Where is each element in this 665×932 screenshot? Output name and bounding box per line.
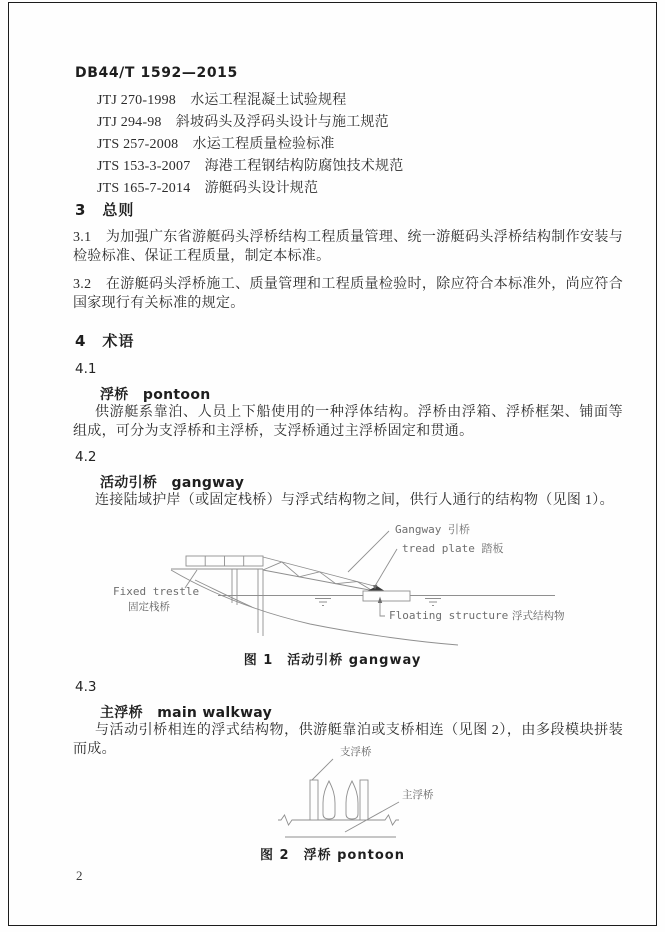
branch-pontoon-left xyxy=(310,780,318,820)
clause-number-4-3: 4.3 xyxy=(75,679,97,695)
gangway-truss xyxy=(263,557,376,591)
paragraph-3-2: 3.2 在游艇码头浮桥施工、质量管理和工程质量检验时，除应符合本标准外，尚应符合国家现行有关标准的规定。 xyxy=(73,277,623,311)
shore-slope-line-2 xyxy=(195,580,252,607)
figure-1-caption: 图 1 活动引桥 gangway xyxy=(243,653,422,668)
clause-number-4-2: 4.2 xyxy=(75,449,97,465)
branch-pontoon-right xyxy=(360,780,368,820)
branch-pontoon-leader-line xyxy=(312,759,333,780)
section-3-heading: 3 总则 xyxy=(75,201,135,219)
floating-structure-label-zh: 浮式结构物 xyxy=(512,611,565,622)
figure-1-gangway-diagram xyxy=(100,518,570,648)
fixed-trestle-label-zh: 固定栈桥 xyxy=(128,602,170,613)
main-walkway-top-line xyxy=(278,815,399,825)
term-title-gangway: 活动引桥 gangway xyxy=(100,475,245,491)
floating-structure-label-en: Floating structure xyxy=(389,609,509,622)
term-definition-gangway: 连接陆域护岸（或固定栈桥）与浮式结构物之间，供行人通行的结构物（见图 1）。 xyxy=(95,493,614,508)
reference-item: JTJ 270-1998 水运工程混凝土试验规程 xyxy=(97,93,347,108)
doc-number-header: DB44/T 1592—2015 xyxy=(75,65,238,81)
main-pontoon-leader-line xyxy=(345,802,399,832)
boat-shape xyxy=(323,781,335,819)
clause-number-4-1: 4.1 xyxy=(75,361,97,377)
figure-2-caption: 图 2 浮桥 pontoon xyxy=(260,848,405,863)
boat-shape xyxy=(346,781,358,819)
shore-slope-line xyxy=(171,570,458,645)
reference-item: JTS 153-3-2007 海港工程钢结构防腐蚀技术规范 xyxy=(97,159,404,174)
gangway-leader-line xyxy=(348,531,389,572)
references-list xyxy=(97,90,403,200)
term-title-main-walkway: 主浮桥 main walkway xyxy=(100,705,273,721)
reference-item: JTJ 294-98 斜坡码头及浮码头设计与施工规范 xyxy=(97,115,389,130)
floating-structure-leader-line xyxy=(380,602,385,616)
gangway-label: Gangway 引桥 xyxy=(395,523,470,536)
reference-item: JTS 257-2008 水运工程质量检验标准 xyxy=(97,137,335,152)
section-4-heading: 4 术语 xyxy=(75,332,135,350)
main-pontoon-label: 主浮桥 xyxy=(402,790,434,801)
term-title-pontoon: 浮桥 pontoon xyxy=(100,387,211,403)
branch-pontoon-label: 支浮桥 xyxy=(340,747,372,758)
page-number: 2 xyxy=(76,868,83,883)
term-definition-pontoon: 供游艇系靠泊、人员上下船使用的一种浮体结构。浮桥由浮箱、浮桥框架、铺面等组成，可分为支浮桥和主浮桥，支浮桥通过主浮桥固定和贯通。 xyxy=(73,405,623,439)
paragraph-3-1: 3.1 为加强广东省游艇码头浮桥结构工程质量管理、统一游艇码头浮桥结构制作安装与检验标准、保证工程质量，制定本标准。 xyxy=(73,230,623,264)
reference-item: JTS 165-7-2014 游艇码头设计规范 xyxy=(97,181,319,196)
tread-plate-label: tread plate 踏板 xyxy=(402,542,504,555)
term-definition-main-walkway: 与活动引桥相连的浮式结构物，供游艇靠泊或支桥相连（见图 2），由多段模块拼装而成。 xyxy=(73,723,623,757)
tread-plate-leader-line xyxy=(375,549,397,586)
floating-structure-shape xyxy=(363,591,410,601)
fixed-trestle-label-en: Fixed trestle xyxy=(113,585,200,598)
figure-2-pontoon-diagram xyxy=(263,742,443,845)
